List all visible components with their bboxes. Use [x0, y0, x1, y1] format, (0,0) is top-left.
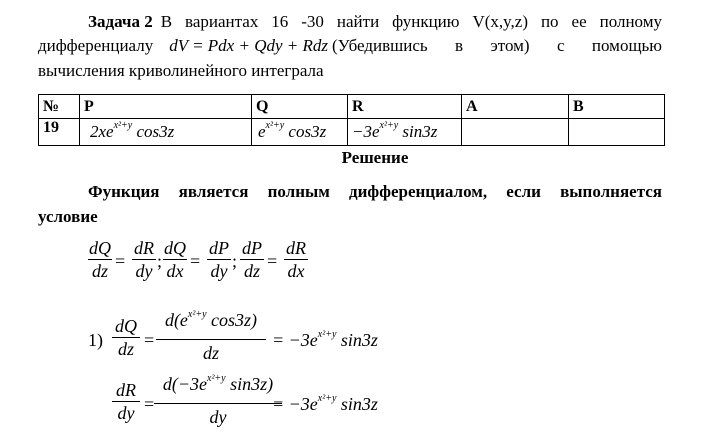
step1a-lhs: dQ dz	[112, 316, 140, 359]
task-line-1-text: В вариантах 16 -30 найти функцию V(x,y,z) по ее полному	[160, 12, 662, 31]
condition-line-2: условие	[38, 207, 98, 226]
task-heading: Задача 2	[88, 12, 153, 31]
cond-frac-1: dQ dz	[89, 238, 111, 281]
cell-p: $2xe^{x^2+y}$ cos3z	[80, 119, 252, 146]
cell-b	[569, 119, 665, 146]
step1b-lhs: dR dy	[112, 380, 140, 423]
semicolon: ;	[232, 251, 238, 271]
cond-frac-2: dR dy	[134, 238, 154, 281]
differential-formula: dV = Pdx + Qdy + Rdz	[169, 36, 328, 55]
eq-sign: =	[115, 251, 126, 271]
cond-frac-6: dR dx	[286, 238, 306, 281]
step1b-result: = $-3e^{x^2+y}$ sin3z	[272, 393, 378, 414]
row-num: 19	[39, 119, 80, 146]
task-line-2	[38, 35, 662, 57]
step1a-rhs: $d(e^{x^2+y}$ cos3z) dz	[156, 306, 266, 365]
task-line-3: вычисления криволинейного интеграла	[38, 61, 324, 80]
cond-frac-3: dQ dx	[164, 238, 186, 281]
solution-title: Решение	[341, 148, 409, 167]
semicolon: ;	[157, 251, 163, 271]
header-b: B	[569, 95, 665, 119]
eq-sign: =	[144, 394, 155, 414]
cell-r: $-3e^{x^2+y}$ sin3z	[348, 119, 462, 146]
table-row	[39, 119, 665, 146]
cond-frac-5: dP dz	[242, 238, 262, 281]
task-line-2-rest: (Убедившись в этом) с помощью	[332, 36, 662, 55]
cell-q: $e^{x^2+y}$ cos3z	[252, 119, 348, 146]
eq-sign: =	[267, 251, 278, 271]
header-q: Q	[252, 95, 348, 119]
step1b-rhs: $d(-3e^{x^2+y}$ sin3z) dy	[154, 370, 282, 429]
cond-frac-4: dP dy	[209, 238, 229, 281]
step1a-result: = $-3e^{x^2+y}$ sin3z	[272, 329, 378, 350]
header-p: P	[80, 95, 252, 119]
condition-line-1: Функция является полным дифференциалом, если выполняется	[88, 182, 662, 201]
eq-sign: =	[190, 251, 201, 271]
header-num: №	[39, 95, 80, 119]
table-header-row	[39, 95, 665, 119]
header-r: R	[348, 95, 462, 119]
header-a: A	[462, 95, 569, 119]
task-table	[38, 94, 665, 146]
step-1-label: 1)	[88, 330, 103, 350]
cell-a	[462, 119, 569, 146]
task-line-2-start: дифференциалу	[38, 36, 154, 55]
eq-sign: =	[144, 330, 155, 350]
task-line-1	[88, 12, 662, 32]
